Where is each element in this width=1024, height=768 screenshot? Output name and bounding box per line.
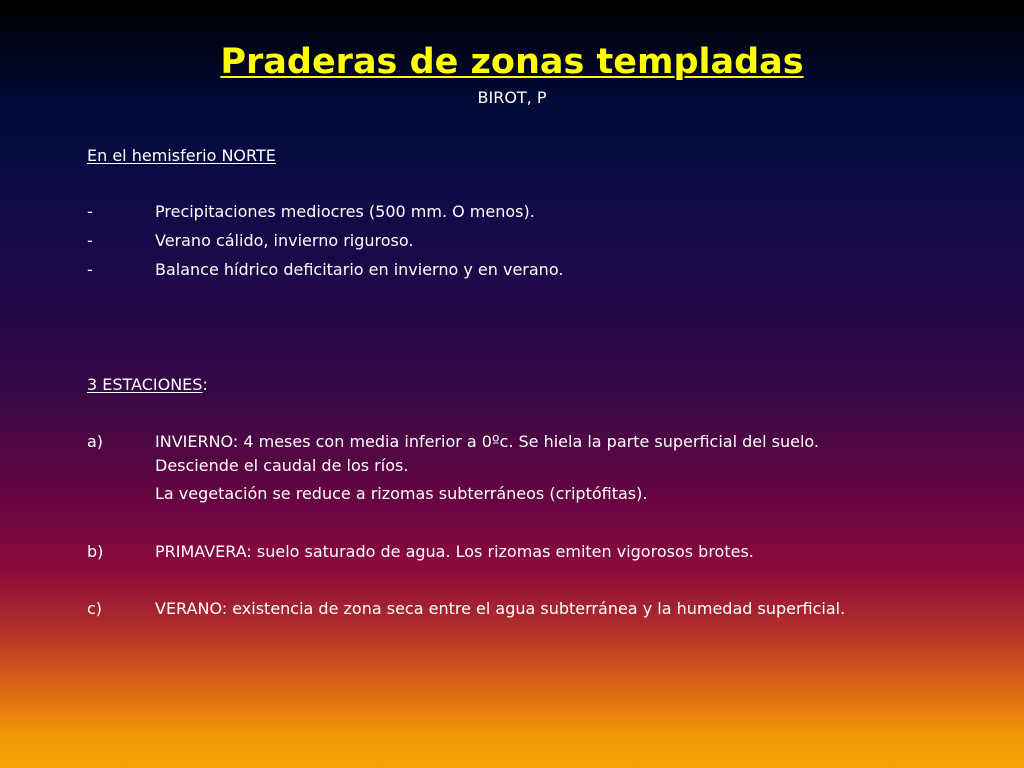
season-a-line-1: INVIERNO: 4 meses con media inferior a 0ºc. Se hiela la parte superficial del suelo.: [155, 432, 820, 451]
season-a-line-3: La vegetación se reduce a rizomas subterráneos (criptófitas).: [155, 484, 648, 503]
seasons-heading-colon: :: [202, 375, 208, 394]
season-b-marker: b): [87, 542, 104, 561]
slide-author: BIROT, P: [477, 88, 547, 107]
north-item-2-text: Verano cálido, invierno riguroso.: [155, 231, 414, 250]
season-a-marker: a): [87, 432, 104, 451]
season-b-line-1: PRIMAVERA: suelo saturado de agua. Los rizomas emiten vigorosos brotes.: [155, 542, 754, 561]
slide-title: Praderas de zonas templadas: [220, 42, 804, 82]
north-item-1-marker: -: [87, 202, 93, 221]
season-a-line-2: Desciende el caudal de los ríos.: [155, 456, 409, 475]
north-item-3-text: Balance hídrico deficitario en invierno y en verano.: [155, 260, 564, 279]
north-item-1-text: Precipitaciones mediocres (500 mm. O menos).: [155, 202, 535, 221]
seasons-heading-row: [87, 375, 208, 395]
seasons-heading: 3 ESTACIONES: [87, 375, 203, 394]
north-item-3-marker: -: [87, 260, 93, 279]
north-item-2-marker: -: [87, 231, 93, 250]
season-c-line-1: VERANO: existencia de zona seca entre el agua subterránea y la humedad superficial.: [155, 599, 846, 618]
season-c-marker: c): [87, 599, 103, 618]
north-heading: En el hemisferio NORTE: [87, 146, 276, 165]
